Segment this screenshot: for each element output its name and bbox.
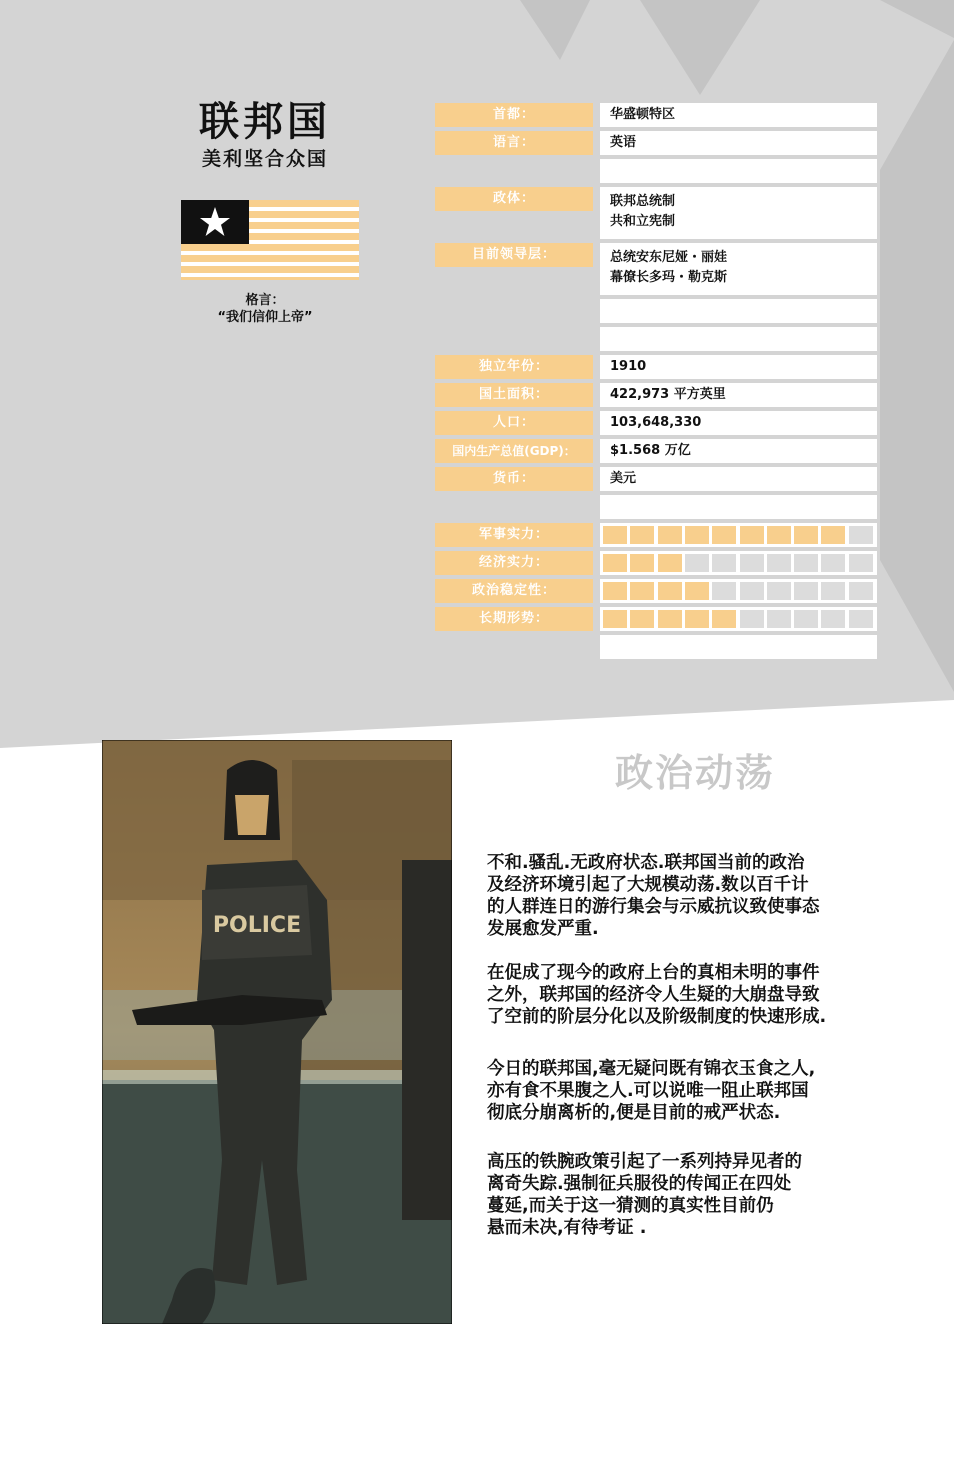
article-line: 的人群连日的游行集会与示威抗议致使事态 <box>487 897 820 917</box>
rating-segment-filled <box>658 610 682 628</box>
rating-segment-filled <box>794 526 818 544</box>
rating-segment-filled <box>712 610 736 628</box>
government-line-1: 联邦总统制 <box>610 194 676 209</box>
rating-segment-filled <box>630 610 654 628</box>
rating-segment-empty <box>849 554 873 572</box>
rating-segment-filled <box>603 554 627 572</box>
rating-segment-empty <box>821 610 845 628</box>
article-line: 不和.骚乱.无政府状态.联邦国当前的政治 <box>487 853 805 873</box>
rating-bar <box>600 579 877 603</box>
rating-segment-filled <box>658 526 682 544</box>
rating-segment-filled <box>603 582 627 600</box>
rating-segment-filled <box>603 610 627 628</box>
area-value: 422,973 平方英里 <box>600 383 877 407</box>
country-subtitle: 美利坚合众国 <box>201 148 328 170</box>
rating-label: 军事实力： <box>435 523 593 547</box>
rating-segment-filled <box>767 526 791 544</box>
rating-bar <box>600 607 877 631</box>
rating-segment-empty <box>821 554 845 572</box>
rating-segment-filled <box>685 526 709 544</box>
rating-segment-empty <box>740 582 764 600</box>
gdp-value: $1.568 万亿 <box>600 439 877 463</box>
article-line: 在促成了现今的政府上台的真相未明的事件 <box>487 963 820 983</box>
independence-value: 1910 <box>600 355 877 379</box>
currency-value: 美元 <box>600 467 877 491</box>
rating-segment-empty <box>712 554 736 572</box>
article-line: 彻底分崩离析的,便是目前的戒严状态. <box>487 1103 781 1123</box>
rating-segment-empty <box>794 582 818 600</box>
capital-value: 华盛顿特区 <box>600 103 877 127</box>
rating-segment-empty <box>685 554 709 572</box>
rating-bar <box>600 551 877 575</box>
gdp-label: 国内生产总值(GDP)： <box>435 439 593 463</box>
currency-label: 货币： <box>435 467 593 491</box>
rating-segment-filled <box>712 526 736 544</box>
empty-cell <box>600 495 877 519</box>
rating-segment-empty <box>740 554 764 572</box>
population-label: 人口： <box>435 411 593 435</box>
vest-text: POLICE <box>212 913 302 938</box>
article-line: 及经济环境引起了大规模动荡.数以百千计 <box>487 875 809 895</box>
rating-segment-empty <box>712 582 736 600</box>
population-value: 103,648,330 <box>600 411 877 435</box>
rating-segment-filled <box>603 526 627 544</box>
government-line-2: 共和立宪制 <box>610 214 676 229</box>
article-line: 了空前的阶层分化以及阶级制度的快速形成. <box>487 1007 827 1027</box>
rating-segment-empty <box>794 610 818 628</box>
government-value <box>600 187 877 239</box>
police-illustration <box>102 740 452 1324</box>
rating-segment-empty <box>821 582 845 600</box>
leaders-line-2: 幕僚长多玛・勒克斯 <box>610 270 728 285</box>
article-line: 今日的联邦国,毫无疑问既有锦衣玉食之人, <box>487 1059 816 1079</box>
article-line: 离奇失踪.强制征兵服役的传闻正在四处 <box>487 1174 792 1194</box>
empty-cell <box>600 159 877 183</box>
rating-label: 长期形势： <box>435 607 593 631</box>
rating-segment-filled <box>658 582 682 600</box>
empty-cell <box>600 299 877 323</box>
motto-label: 格言： <box>245 293 285 308</box>
area-label: 国土面积： <box>435 383 593 407</box>
motto <box>170 292 360 326</box>
article-line: 高压的铁腕政策引起了一系列持异见者的 <box>487 1152 802 1172</box>
empty-cell <box>600 635 877 659</box>
article-paragraph <box>487 1058 952 1124</box>
article-paragraph <box>487 852 952 940</box>
rating-segment-empty <box>794 554 818 572</box>
rating-segment-filled <box>740 526 764 544</box>
rating-segment-filled <box>685 610 709 628</box>
rating-segment-filled <box>630 582 654 600</box>
government-label: 政体： <box>435 187 593 211</box>
rating-bar <box>600 523 877 547</box>
rating-segment-empty <box>767 554 791 572</box>
rating-segment-empty <box>767 582 791 600</box>
article-paragraph <box>487 962 952 1028</box>
rating-segment-filled <box>630 554 654 572</box>
article-title: 政治动荡 <box>614 750 775 795</box>
article-line: 亦有食不果腹之人.可以说唯一阻止联邦国 <box>487 1081 809 1101</box>
language-label: 语言： <box>435 131 593 155</box>
leaders-line-1: 总统安东尼娅・丽娃 <box>610 250 728 265</box>
flag-image <box>181 200 359 280</box>
leaders-label: 目前领导层： <box>435 243 593 267</box>
rating-segment-filled <box>821 526 845 544</box>
rating-segment-filled <box>630 526 654 544</box>
rating-segment-filled <box>658 554 682 572</box>
article-line: 发展愈发严重. <box>487 919 599 939</box>
article-line: 悬而未决,有待考证 . <box>487 1218 647 1238</box>
article-line: 蔓延,而关于这一猜测的真实性目前仍 <box>487 1196 774 1216</box>
rating-segment-empty <box>849 582 873 600</box>
rating-label: 经济实力： <box>435 551 593 575</box>
rating-label: 政治稳定性： <box>435 579 593 603</box>
rating-segment-empty <box>767 610 791 628</box>
rating-segment-empty <box>740 610 764 628</box>
rating-segment-empty <box>849 610 873 628</box>
independence-label: 独立年份： <box>435 355 593 379</box>
rating-segment-empty <box>849 526 873 544</box>
capital-label: 首都： <box>435 103 593 127</box>
language-value: 英语 <box>600 131 877 155</box>
article-paragraph <box>487 1151 952 1239</box>
empty-cell <box>600 327 877 351</box>
article-line: 之外，联邦国的经济令人生疑的大崩盘导致 <box>487 985 820 1005</box>
motto-text: “我们信仰上帝” <box>217 310 313 325</box>
rating-segment-filled <box>685 582 709 600</box>
country-name: 联邦国 <box>199 98 331 145</box>
leaders-value <box>600 243 877 295</box>
